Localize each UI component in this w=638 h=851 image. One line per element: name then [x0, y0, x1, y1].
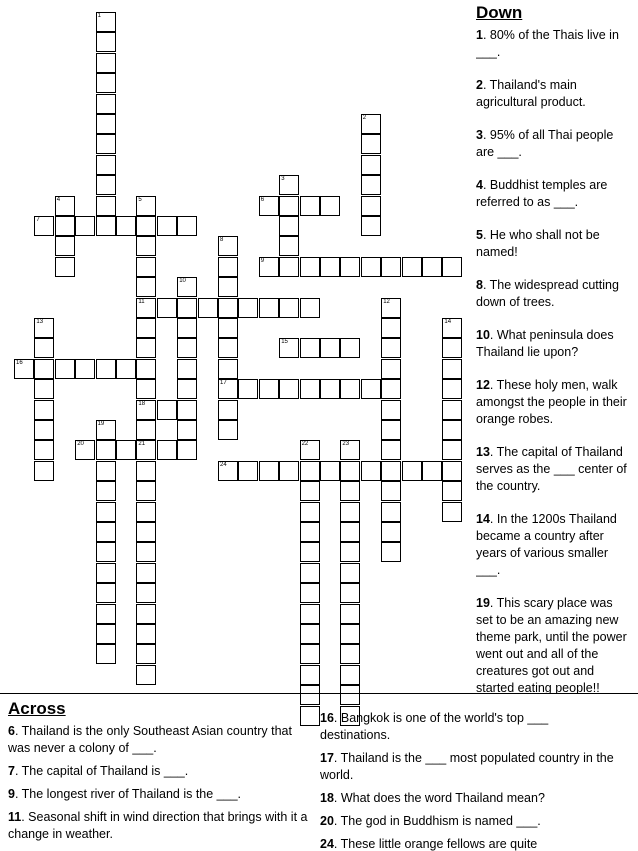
clue-number: 17 [320, 751, 334, 765]
grid-cell[interactable] [136, 236, 156, 256]
grid-cell[interactable] [218, 298, 238, 318]
grid-cell[interactable] [442, 318, 462, 338]
cell-number: 19 [97, 421, 105, 427]
grid-cell[interactable] [320, 257, 340, 277]
clue-number: 6 [8, 724, 15, 738]
grid-cell[interactable] [177, 318, 197, 338]
grid-cell[interactable] [136, 563, 156, 583]
grid-cell[interactable] [442, 461, 462, 481]
grid-cell[interactable] [55, 216, 75, 236]
grid-cell[interactable] [177, 298, 197, 318]
clue-text: . The widespread cutting down of trees. [476, 278, 619, 309]
grid-cell[interactable] [340, 379, 360, 399]
clue-number: 16 [320, 711, 334, 725]
grid-cell[interactable] [361, 216, 381, 236]
grid-cell[interactable] [96, 32, 116, 52]
clue-item [320, 813, 620, 830]
grid-cell[interactable] [300, 644, 320, 664]
grid-cell[interactable] [177, 277, 197, 297]
grid-cell[interactable] [177, 216, 197, 236]
clue-text: . These holy men, walk amongst the people in their orange robes. [476, 378, 627, 426]
clue-item [476, 444, 632, 495]
clue-item [476, 377, 632, 428]
clue-number: 8 [476, 278, 483, 292]
grid-cell[interactable] [340, 604, 360, 624]
grid-cell[interactable] [177, 440, 197, 460]
cell-number: 4 [56, 196, 61, 203]
grid-cell[interactable] [300, 665, 320, 685]
cell-number: 8 [220, 237, 224, 244]
cell-number: 2 [362, 115, 367, 121]
grid-cell[interactable] [442, 420, 462, 440]
grid-cell[interactable] [136, 624, 156, 644]
across-clue-list-2 [320, 710, 620, 851]
grid-cell[interactable] [136, 481, 156, 501]
grid-cell[interactable] [381, 522, 401, 542]
clue-text: . In the 1200s Thailand became a country after years of various smaller ___. [476, 512, 617, 577]
grid-cell[interactable] [381, 440, 401, 460]
grid-cell[interactable] [96, 644, 116, 664]
grid-cell[interactable] [136, 461, 156, 481]
across-clues-column-2 [320, 710, 620, 851]
clue-text: . The capital of Thailand is ___. [14, 764, 189, 778]
grid-cell[interactable] [177, 420, 197, 440]
grid-cell[interactable] [177, 400, 197, 420]
grid-cell[interactable] [381, 338, 401, 358]
cell-number: 24 [220, 461, 227, 468]
grid-cell[interactable] [361, 461, 381, 481]
clue-number: 13 [476, 445, 490, 459]
grid-cell[interactable] [300, 379, 320, 399]
clue-item [476, 327, 632, 361]
grid-cell[interactable] [96, 542, 116, 562]
grid-cell[interactable] [259, 461, 279, 481]
grid-cell[interactable] [381, 400, 401, 420]
grid-cell[interactable] [279, 216, 299, 236]
grid-cell[interactable] [136, 420, 156, 440]
grid-cell[interactable] [279, 257, 299, 277]
grid-cell[interactable] [218, 338, 238, 358]
grid-cell[interactable] [34, 400, 54, 420]
grid-cell[interactable] [340, 624, 360, 644]
grid-cell[interactable] [34, 440, 54, 460]
grid-cell[interactable] [320, 338, 340, 358]
clue-item [8, 786, 308, 803]
clue-number: 4 [476, 178, 483, 192]
grid-cell[interactable] [422, 257, 442, 277]
grid-cell[interactable] [75, 359, 95, 379]
grid-cell[interactable] [300, 542, 320, 562]
grid-cell[interactable] [259, 298, 279, 318]
cell-number: 18 [138, 400, 146, 407]
grid-cell[interactable] [218, 277, 238, 297]
clue-number: 20 [320, 814, 334, 828]
grid-cell[interactable] [34, 379, 54, 399]
clue-text: . These little orange fellows are quite [333, 837, 538, 851]
grid-cell[interactable] [381, 318, 401, 338]
clue-text: . The god in Buddhism is named ___. [333, 814, 541, 828]
grid-cell[interactable] [300, 522, 320, 542]
grid-cell[interactable] [442, 440, 462, 460]
grid-cell[interactable] [136, 644, 156, 664]
clue-item [476, 27, 632, 61]
clue-item [320, 750, 620, 784]
grid-cell[interactable] [279, 338, 299, 358]
grid-cell[interactable] [381, 461, 401, 481]
grid-cell[interactable] [259, 196, 279, 216]
grid-cell[interactable] [279, 298, 299, 318]
grid-cell[interactable] [238, 379, 258, 399]
grid-cell[interactable] [279, 175, 299, 195]
clue-text: . Buddhist temples are referred to as ___. [476, 178, 608, 209]
grid-cell[interactable] [402, 257, 422, 277]
grid-cell[interactable] [300, 298, 320, 318]
grid-cell[interactable] [340, 502, 360, 522]
clue-number: 9 [8, 787, 15, 801]
grid-cell[interactable] [96, 583, 116, 603]
cell-number: 3 [281, 176, 285, 183]
grid-cell[interactable] [55, 236, 75, 256]
grid-cell[interactable] [177, 379, 197, 399]
grid-cell[interactable] [381, 379, 401, 399]
grid-cell[interactable] [340, 461, 360, 481]
grid-cell[interactable] [300, 196, 320, 216]
grid-cell[interactable] [300, 583, 320, 603]
clue-number: 7 [8, 764, 15, 778]
grid-cell[interactable] [340, 563, 360, 583]
cell-number: 11 [138, 298, 145, 305]
clue-number: 3 [476, 128, 483, 142]
grid-cell[interactable] [218, 236, 238, 256]
grid-cell[interactable] [218, 257, 238, 277]
grid-cell[interactable] [136, 298, 156, 318]
cell-number: 22 [301, 441, 309, 448]
grid-cell[interactable] [422, 461, 442, 481]
grid-cell[interactable] [300, 461, 320, 481]
grid-cell[interactable] [34, 318, 54, 338]
grid-cell[interactable] [279, 236, 299, 256]
grid-cell[interactable] [96, 420, 116, 440]
grid-cell[interactable] [75, 216, 95, 236]
clue-item [320, 836, 620, 851]
grid-cell[interactable] [34, 216, 54, 236]
grid-cell[interactable] [340, 665, 360, 685]
grid-cell[interactable] [96, 134, 116, 154]
grid-cell[interactable] [55, 359, 75, 379]
grid-cell[interactable] [136, 583, 156, 603]
grid-cell[interactable] [136, 440, 156, 460]
cell-number: 21 [138, 441, 146, 448]
grid-cell[interactable] [157, 400, 177, 420]
grid-cell[interactable] [96, 12, 116, 32]
grid-cell[interactable] [259, 379, 279, 399]
grid-cell[interactable] [300, 502, 320, 522]
grid-cell[interactable] [218, 461, 238, 481]
grid-cell[interactable] [361, 114, 381, 134]
grid-cell[interactable] [320, 379, 340, 399]
grid-cell[interactable] [55, 257, 75, 277]
grid-cell[interactable] [136, 542, 156, 562]
grid-cell[interactable] [340, 481, 360, 501]
grid-cell[interactable] [14, 359, 34, 379]
clue-item [320, 790, 620, 807]
clue-text: . What peninsula does Thailand lie upon? [476, 328, 614, 359]
grid-cell[interactable] [136, 196, 156, 216]
across-title: Across [8, 700, 66, 718]
grid-cell[interactable] [218, 400, 238, 420]
grid-cell[interactable] [442, 379, 462, 399]
grid-cell[interactable] [218, 420, 238, 440]
across-clues-panel [8, 700, 308, 851]
clue-text: . Thailand is the ___ most populated country in the world. [320, 751, 614, 782]
grid-cell[interactable] [157, 216, 177, 236]
clue-item [476, 127, 632, 161]
clue-text: . Seasonal shift in wind direction that brings with it a change in weather. [8, 810, 308, 841]
cell-number: 12 [383, 298, 390, 305]
cell-number: 1 [97, 13, 101, 19]
grid-cell[interactable] [361, 134, 381, 154]
grid-cell[interactable] [34, 461, 54, 481]
grid-cell[interactable] [177, 338, 197, 358]
grid-cell[interactable] [300, 624, 320, 644]
grid-cell[interactable] [96, 359, 116, 379]
grid-cell[interactable] [381, 542, 401, 562]
grid-cell[interactable] [218, 318, 238, 338]
grid-cell[interactable] [300, 257, 320, 277]
grid-cell[interactable] [361, 175, 381, 195]
grid-cell[interactable] [381, 420, 401, 440]
cell-number: 9 [260, 257, 265, 264]
grid-cell[interactable] [96, 94, 116, 114]
grid-cell[interactable] [96, 522, 116, 542]
grid-cell[interactable] [96, 502, 116, 522]
grid-cell[interactable] [96, 196, 116, 216]
grid-cell[interactable] [96, 216, 116, 236]
clue-number: 11 [8, 810, 22, 824]
grid-cell[interactable] [96, 53, 116, 73]
grid-cell[interactable] [136, 502, 156, 522]
grid-cell[interactable] [300, 604, 320, 624]
grid-cell[interactable] [96, 604, 116, 624]
clue-text: . The capital of Thailand serves as the ___ center of the country. [476, 445, 627, 493]
grid-cell[interactable] [381, 502, 401, 522]
clue-number: 18 [320, 791, 334, 805]
grid-cell[interactable] [96, 175, 116, 195]
cell-number: 10 [179, 278, 186, 285]
clue-item [8, 723, 308, 757]
grid-cell[interactable] [361, 196, 381, 216]
grid-cell[interactable] [442, 338, 462, 358]
grid-cell[interactable] [96, 461, 116, 481]
grid-cell[interactable] [136, 216, 156, 236]
grid-cell[interactable] [55, 196, 75, 216]
down-clue-list [476, 27, 632, 694]
grid-cell[interactable] [136, 277, 156, 297]
grid-cell[interactable] [136, 359, 156, 379]
grid-cell[interactable] [361, 155, 381, 175]
down-title: Down [476, 4, 523, 22]
grid-cell[interactable] [136, 338, 156, 358]
grid-cell[interactable] [279, 461, 299, 481]
cell-number: 16 [16, 359, 23, 366]
grid-cell[interactable] [136, 522, 156, 542]
cell-number: 13 [36, 319, 44, 325]
grid-cell[interactable] [116, 440, 136, 460]
clue-text: . What does the word Thailand mean? [333, 791, 545, 805]
down-clues-panel [476, 4, 632, 694]
grid-cell[interactable] [442, 257, 462, 277]
clue-number: 12 [476, 378, 490, 392]
grid-cell[interactable] [34, 420, 54, 440]
grid-cell[interactable] [136, 257, 156, 277]
clue-item [476, 77, 632, 111]
grid-cell[interactable] [279, 379, 299, 399]
grid-cell[interactable] [157, 298, 177, 318]
grid-cell[interactable] [340, 440, 360, 460]
grid-cell[interactable] [238, 298, 258, 318]
grid-cell[interactable] [361, 379, 381, 399]
grid-cell[interactable] [381, 298, 401, 318]
clue-item [476, 511, 632, 579]
clue-item [8, 809, 308, 843]
grid-cell[interactable] [136, 400, 156, 420]
across-clue-list [8, 723, 308, 851]
grid-cell[interactable] [340, 338, 360, 358]
grid-cell[interactable] [96, 114, 116, 134]
grid-cell[interactable] [116, 216, 136, 236]
grid-cell[interactable] [157, 440, 177, 460]
clue-text: . He who shall not be named! [476, 228, 600, 259]
clue-text: . The longest river of Thailand is the ___. [14, 787, 242, 801]
grid-cell[interactable] [340, 685, 360, 705]
clue-item [476, 277, 632, 311]
section-divider [0, 693, 638, 694]
grid-cell[interactable] [198, 298, 218, 318]
grid-cell[interactable] [442, 502, 462, 522]
clue-text: . Bangkok is one of the world's top ___ destinations. [320, 711, 549, 742]
clue-item [320, 710, 620, 744]
grid-cell[interactable] [136, 318, 156, 338]
grid-cell[interactable] [218, 359, 238, 379]
clue-number: 14 [476, 512, 490, 526]
cell-number: 7 [36, 217, 40, 223]
grid-cell[interactable] [177, 359, 197, 379]
grid-cell[interactable] [340, 583, 360, 603]
grid-cell[interactable] [361, 257, 381, 277]
grid-cell[interactable] [381, 257, 401, 277]
grid-cell[interactable] [279, 196, 299, 216]
grid-cell[interactable] [300, 563, 320, 583]
grid-cell[interactable] [136, 604, 156, 624]
grid-cell[interactable] [96, 563, 116, 583]
grid-cell[interactable] [238, 461, 258, 481]
clue-text: . Thailand is the only Southeast Asian country that was never a colony of ___. [8, 724, 292, 755]
clue-number: 1 [476, 28, 483, 42]
cell-number: 23 [342, 441, 350, 448]
clue-number: 19 [476, 596, 490, 610]
grid-cell[interactable] [340, 257, 360, 277]
grid-cell[interactable] [442, 481, 462, 501]
clue-item [8, 763, 308, 780]
grid-cell[interactable] [34, 338, 54, 358]
grid-cell[interactable] [75, 440, 95, 460]
grid-cell[interactable] [34, 359, 54, 379]
cell-number: 5 [138, 196, 142, 203]
grid-cell[interactable] [300, 440, 320, 460]
grid-cell[interactable] [300, 481, 320, 501]
grid-cell[interactable] [96, 481, 116, 501]
grid-cell[interactable] [116, 359, 136, 379]
clue-item [476, 595, 632, 694]
clue-text: . 80% of the Thais live in ___. [476, 28, 619, 59]
grid-cell[interactable] [442, 400, 462, 420]
grid-cell[interactable] [136, 379, 156, 399]
cell-number: 6 [260, 196, 265, 203]
grid-cell[interactable] [402, 461, 422, 481]
grid-cell[interactable] [259, 257, 279, 277]
cell-number: 20 [77, 441, 84, 448]
grid-cell[interactable] [300, 338, 320, 358]
grid-cell[interactable] [96, 624, 116, 644]
grid-cell[interactable] [320, 196, 340, 216]
clue-text: . 95% of all Thai people are ___. [476, 128, 614, 159]
grid-cell[interactable] [136, 665, 156, 685]
clue-number: 24 [320, 837, 334, 851]
grid-cell[interactable] [218, 379, 238, 399]
cell-number: 15 [281, 339, 288, 346]
clue-text: . This scary place was set to be an amazing new theme park, until the power went out and all of the creatures got out and started eating people!! [476, 596, 627, 694]
cell-number: 14 [444, 319, 452, 325]
grid-cell[interactable] [381, 359, 401, 379]
clue-item [476, 227, 632, 261]
grid-cell[interactable] [96, 155, 116, 175]
grid-cell[interactable] [340, 522, 360, 542]
grid-cell[interactable] [96, 440, 116, 460]
clue-item [476, 177, 632, 211]
clue-number: 2 [476, 78, 483, 92]
grid-cell[interactable] [320, 461, 340, 481]
clue-number: 5 [476, 228, 483, 242]
grid-cell[interactable] [96, 73, 116, 93]
clue-text: . Thailand's main agricultural product. [476, 78, 586, 109]
grid-cell[interactable] [442, 359, 462, 379]
grid-cell[interactable] [381, 481, 401, 501]
clue-number: 10 [476, 328, 490, 342]
cell-number: 17 [220, 380, 227, 387]
grid-cell[interactable] [340, 542, 360, 562]
grid-cell[interactable] [340, 644, 360, 664]
